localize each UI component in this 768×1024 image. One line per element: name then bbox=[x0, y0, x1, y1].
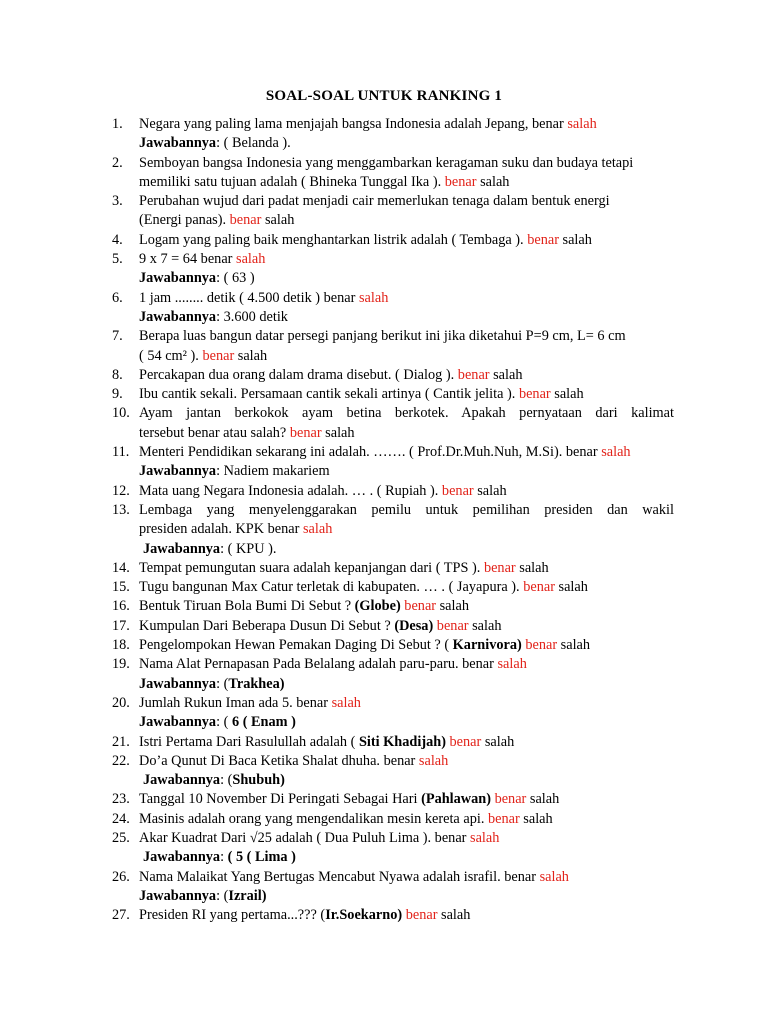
marked-option: benar bbox=[449, 733, 482, 750]
question-text-line: Perubahan wujud dari padat menjadi cair memerlukan tenaga dalam bentuk energi bbox=[139, 193, 610, 210]
question-number-cell bbox=[112, 790, 139, 809]
question-line bbox=[112, 482, 674, 501]
question-number-cell bbox=[112, 211, 139, 230]
question-line bbox=[112, 733, 674, 752]
answer-label: Jawabannya bbox=[139, 463, 217, 480]
question-text bbox=[139, 115, 674, 134]
question-text bbox=[139, 713, 674, 732]
question-number-cell bbox=[112, 443, 139, 462]
question-line bbox=[112, 790, 674, 809]
question-number: 6. bbox=[112, 289, 123, 306]
question-text-part: Jumlah Rukun Iman ada 5. benar bbox=[139, 694, 332, 711]
question-text-part: ( 54 cm² ). bbox=[139, 347, 203, 364]
question-number: 4. bbox=[112, 231, 123, 248]
question-line bbox=[112, 443, 674, 462]
question-text bbox=[139, 211, 674, 230]
question-text-part: Tempat pemungutan suara adalah kepanjangan dari ( TPS ). bbox=[139, 559, 484, 576]
question-text-line: Semboyan bangsa Indonesia yang menggambarkan keragaman suku dan budaya tetapi bbox=[139, 154, 634, 171]
question-text bbox=[139, 289, 674, 308]
answer-label: Jawabannya bbox=[139, 714, 217, 731]
question-text-part: 1 jam ........ detik ( 4.500 detik ) benar bbox=[139, 289, 359, 306]
question-number-cell bbox=[112, 115, 139, 134]
question-text bbox=[139, 694, 674, 713]
question-line bbox=[112, 173, 674, 192]
question-text bbox=[139, 269, 674, 288]
question-list bbox=[112, 115, 674, 925]
document-title: SOAL-SOAL UNTUK RANKING 1 bbox=[265, 88, 503, 104]
question-number: 3. bbox=[112, 193, 123, 210]
question-text-part: tersebut benar atau salah? bbox=[139, 424, 290, 441]
question-number-cell bbox=[112, 250, 139, 269]
question-line bbox=[112, 752, 674, 771]
question-number-cell bbox=[112, 424, 139, 443]
question-number-cell bbox=[112, 462, 139, 481]
answer-text: : 3.600 detik bbox=[216, 308, 288, 325]
question-text bbox=[139, 617, 674, 636]
marked-option: salah bbox=[418, 752, 449, 769]
question-line bbox=[112, 829, 674, 848]
marked-option: benar bbox=[436, 617, 469, 634]
question-text bbox=[139, 887, 674, 906]
question-text bbox=[139, 733, 674, 752]
answer-label: Jawabannya bbox=[139, 887, 217, 904]
question-line bbox=[112, 231, 674, 250]
question-number: 2. bbox=[112, 154, 123, 171]
question-text bbox=[139, 308, 674, 327]
question-line bbox=[112, 347, 674, 366]
question-number: 18. bbox=[112, 637, 130, 654]
question-number-cell bbox=[112, 733, 139, 752]
marked-option: benar bbox=[487, 810, 520, 827]
question-line bbox=[112, 385, 674, 404]
question-number-cell bbox=[112, 694, 139, 713]
answer-line bbox=[112, 134, 674, 153]
question-number: 5. bbox=[112, 251, 123, 268]
question-number: 1. bbox=[112, 116, 123, 132]
marked-option: salah bbox=[331, 694, 361, 711]
question-text-part: salah bbox=[489, 366, 523, 383]
marked-option: salah bbox=[567, 116, 597, 132]
question-number: 24. bbox=[112, 810, 130, 827]
marked-option: salah bbox=[539, 868, 569, 885]
answer-bold: (Globe) bbox=[354, 598, 401, 615]
question-line bbox=[112, 520, 674, 539]
question-number-cell bbox=[112, 597, 139, 616]
marked-option: benar bbox=[405, 907, 438, 924]
question-line bbox=[112, 289, 674, 308]
question-number-cell bbox=[112, 829, 139, 848]
question-line bbox=[112, 636, 674, 655]
answer-bold: Siti Khadijah) bbox=[358, 733, 446, 750]
answer-bold: Shubuh) bbox=[232, 772, 285, 789]
question-text bbox=[139, 520, 674, 539]
question-number-cell bbox=[112, 636, 139, 655]
question-text-part: salah bbox=[557, 637, 591, 654]
question-text bbox=[139, 540, 674, 559]
question-number-cell bbox=[112, 308, 139, 327]
question-number-cell bbox=[112, 366, 139, 385]
marked-option: benar bbox=[229, 212, 262, 229]
answer-bold: 6 ( Enam ) bbox=[228, 714, 296, 731]
marked-option: salah bbox=[470, 829, 500, 846]
question-text bbox=[139, 404, 674, 423]
question-line bbox=[112, 810, 674, 829]
question-number-cell bbox=[112, 617, 139, 636]
question-number: 7. bbox=[112, 328, 123, 345]
question-text-part: salah bbox=[515, 559, 549, 576]
question-number-cell bbox=[112, 887, 139, 906]
question-number: 25. bbox=[112, 829, 130, 846]
question-number: 16. bbox=[112, 598, 130, 615]
question-line bbox=[112, 868, 674, 887]
question-number-cell bbox=[112, 752, 139, 771]
question-text bbox=[139, 366, 674, 385]
answer-label: Jawabannya bbox=[143, 772, 221, 789]
answer-line bbox=[112, 462, 674, 481]
question-text bbox=[139, 385, 674, 404]
question-number-cell bbox=[112, 520, 139, 539]
question-text-line: Berapa luas bangun datar persegi panjang berikut ini jika diketahui P=9 cm, L= 6 cm bbox=[139, 328, 626, 345]
question-text-part: memiliki satu tujuan adalah ( Bhineka Tunggal Ika ). bbox=[139, 173, 445, 190]
question-line bbox=[112, 655, 674, 674]
question-text bbox=[139, 810, 674, 829]
answer-line bbox=[112, 269, 674, 288]
question-text-part: (Energi panas). bbox=[139, 212, 230, 229]
answer-line bbox=[112, 771, 674, 790]
question-number-cell bbox=[112, 134, 139, 153]
question-text bbox=[139, 906, 674, 925]
marked-option: benar bbox=[525, 637, 558, 654]
answer-bold: ( 5 ( Lima ) bbox=[227, 849, 296, 866]
question-number-cell bbox=[112, 810, 139, 829]
question-number: 17. bbox=[112, 617, 130, 634]
question-number-cell bbox=[112, 578, 139, 597]
question-text-part: salah bbox=[436, 598, 469, 615]
answer-line bbox=[112, 713, 674, 732]
answer-label: Jawabannya bbox=[139, 308, 217, 325]
marked-option: benar bbox=[483, 559, 516, 576]
question-number-cell bbox=[112, 289, 139, 308]
question-number: 9. bbox=[112, 386, 123, 403]
question-number-cell bbox=[112, 404, 139, 423]
question-text-part: Negara yang paling lama menjajah bangsa Indonesia adalah Jepang, benar bbox=[139, 116, 568, 132]
question-line bbox=[112, 906, 674, 925]
question-number-cell bbox=[112, 868, 139, 887]
question-line bbox=[112, 404, 674, 423]
answer-bold: (Desa) bbox=[394, 617, 434, 634]
question-text-part: presiden adalah. KPK benar bbox=[139, 521, 303, 538]
answer-text: : ( bbox=[216, 714, 229, 731]
question-line bbox=[112, 366, 674, 385]
question-text bbox=[139, 848, 674, 867]
question-number-cell bbox=[112, 482, 139, 501]
question-number: 23. bbox=[112, 791, 130, 808]
question-line bbox=[112, 327, 674, 346]
question-text bbox=[139, 501, 674, 520]
question-number: 14. bbox=[112, 559, 130, 576]
answer-label: Jawabannya bbox=[143, 849, 221, 866]
question-text bbox=[139, 231, 674, 250]
question-text-part: Presiden RI yang pertama...??? ( bbox=[139, 907, 326, 924]
question-number: 10. bbox=[112, 405, 130, 422]
question-text-part: Bentuk Tiruan Bola Bumi Di Sebut ? bbox=[139, 598, 355, 615]
question-text-part: Menteri Pendidikan sekarang ini adalah. ……. ( Prof.Dr.Muh.Nuh, M.Si). benar bbox=[139, 444, 602, 461]
question-text-part: salah bbox=[321, 424, 355, 441]
marked-option: benar bbox=[523, 579, 555, 596]
marked-option: salah bbox=[497, 656, 527, 673]
question-number: 20. bbox=[112, 694, 130, 711]
question-text-part: Istri Pertama Dari Rasulullah adalah ( bbox=[139, 733, 359, 750]
question-number: 15. bbox=[112, 579, 130, 596]
question-line bbox=[112, 192, 674, 211]
question-text-part: Do’a Qunut Di Baca Ketika Shalat dhuha. benar bbox=[139, 752, 419, 769]
question-text-part: salah bbox=[481, 733, 515, 750]
answer-line bbox=[112, 887, 674, 906]
question-text-part: Percakapan dua orang dalam drama disebut. ( Dialog ). bbox=[139, 366, 458, 383]
answer-bold: Karnivora) bbox=[452, 637, 522, 654]
question-text bbox=[139, 655, 674, 674]
marked-option: salah bbox=[302, 521, 333, 538]
question-text bbox=[139, 578, 674, 597]
answer-text: : ( bbox=[220, 772, 233, 789]
question-text-line: Lembaga yang menyelenggarakan pemilu untuk pemilihan presiden dan wakil bbox=[139, 501, 674, 518]
marked-option: benar bbox=[202, 347, 235, 364]
question-number-cell bbox=[112, 501, 139, 520]
question-text-part: Ibu cantik sekali. Persamaan cantik sekali artinya ( Cantik jelita ). bbox=[139, 386, 519, 403]
question-text bbox=[139, 771, 674, 790]
answer-text: : bbox=[220, 849, 228, 866]
question-number-cell bbox=[112, 713, 139, 732]
question-line bbox=[112, 559, 674, 578]
question-text bbox=[139, 868, 674, 887]
question-number-cell bbox=[112, 347, 139, 366]
question-line bbox=[112, 597, 674, 616]
question-number-cell bbox=[112, 771, 139, 790]
question-line bbox=[112, 154, 674, 173]
question-text-part: salah bbox=[554, 579, 588, 596]
question-text bbox=[139, 327, 674, 346]
question-line bbox=[112, 250, 674, 269]
marked-option: benar bbox=[527, 231, 559, 248]
question-text bbox=[139, 790, 674, 809]
question-text-part: salah bbox=[519, 810, 553, 827]
question-text-part: Tanggal 10 November Di Peringati Sebagai Hari bbox=[139, 791, 422, 808]
question-text bbox=[139, 752, 674, 771]
question-number: 11. bbox=[112, 444, 130, 461]
answer-bold: (Pahlawan) bbox=[421, 791, 491, 808]
marked-option: salah bbox=[358, 289, 389, 306]
question-text bbox=[139, 134, 674, 153]
question-text-part: salah bbox=[261, 212, 295, 229]
question-number-cell bbox=[112, 192, 139, 211]
answer-bold: Trakhea) bbox=[228, 675, 285, 692]
question-text-part: Akar Kuadrat Dari √25 adalah ( Dua Puluh Lima ). benar bbox=[139, 829, 470, 846]
question-text-line: Ayam jantan berkokok ayam betina berkotek. Apakah pernyataan dari kalimat bbox=[139, 405, 674, 422]
marked-option: benar bbox=[494, 791, 527, 808]
question-text bbox=[139, 559, 674, 578]
question-text bbox=[139, 250, 674, 269]
question-text bbox=[139, 173, 674, 192]
question-text-part: salah bbox=[468, 617, 502, 634]
question-text-part: salah bbox=[526, 791, 560, 808]
question-line bbox=[112, 424, 674, 443]
question-text bbox=[139, 443, 674, 462]
answer-text: : ( 63 ) bbox=[216, 270, 255, 287]
question-number-cell bbox=[112, 655, 139, 674]
answer-bold: Izrail) bbox=[228, 887, 267, 904]
question-line bbox=[112, 694, 674, 713]
question-number-cell bbox=[112, 154, 139, 173]
question-number: 8. bbox=[112, 366, 123, 383]
answer-text: : ( KPU ). bbox=[220, 540, 277, 557]
question-line bbox=[112, 501, 674, 520]
question-text-part: Tugu bangunan Max Catur terletak di kabupaten. … . ( Jayapura ). bbox=[139, 579, 524, 596]
marked-option: benar bbox=[289, 424, 322, 441]
answer-label: Jawabannya bbox=[143, 540, 221, 557]
question-text bbox=[139, 424, 674, 443]
answer-label: Jawabannya bbox=[139, 135, 217, 152]
question-text-part: Pengelompokan Hewan Pemakan Daging Di Sebut ? ( bbox=[139, 637, 453, 654]
marked-option: benar bbox=[457, 366, 490, 383]
answer-bold: Ir.Soekarno) bbox=[325, 907, 403, 924]
question-number-cell bbox=[112, 848, 139, 867]
question-number: 19. bbox=[112, 656, 130, 673]
question-text-part: Logam yang paling baik menghantarkan listrik adalah ( Tembaga ). bbox=[139, 231, 528, 248]
question-number-cell bbox=[112, 327, 139, 346]
marked-option: benar bbox=[518, 386, 551, 403]
question-number: 26. bbox=[112, 868, 130, 885]
question-number: 13. bbox=[112, 501, 130, 518]
answer-text: : ( Belanda ). bbox=[216, 135, 291, 152]
question-number-cell bbox=[112, 231, 139, 250]
answer-line bbox=[112, 540, 674, 559]
question-number: 21. bbox=[112, 733, 130, 750]
question-text bbox=[139, 192, 674, 211]
answer-line bbox=[112, 848, 674, 867]
question-line bbox=[112, 211, 674, 230]
answer-text: : ( bbox=[216, 887, 229, 904]
answer-line bbox=[112, 675, 674, 694]
question-text-part: salah bbox=[437, 907, 471, 924]
question-number-cell bbox=[112, 675, 139, 694]
marked-option: benar bbox=[404, 598, 437, 615]
question-text bbox=[139, 154, 674, 173]
answer-text: : ( bbox=[216, 675, 229, 692]
question-text bbox=[139, 829, 674, 848]
question-number-cell bbox=[112, 559, 139, 578]
question-text-part: salah bbox=[476, 173, 510, 190]
question-number-cell bbox=[112, 906, 139, 925]
question-text bbox=[139, 482, 674, 501]
question-text bbox=[139, 462, 674, 481]
question-text bbox=[139, 636, 674, 655]
answer-text: : Nadiem makariem bbox=[216, 463, 330, 480]
question-text-part: Nama Alat Pernapasan Pada Belalang adalah paru-paru. benar bbox=[139, 656, 498, 673]
question-number-cell bbox=[112, 173, 139, 192]
question-number: 12. bbox=[112, 482, 130, 499]
question-text bbox=[139, 347, 674, 366]
marked-option: benar bbox=[444, 173, 477, 190]
marked-option: salah bbox=[601, 444, 631, 461]
answer-line bbox=[112, 308, 674, 327]
question-number-cell bbox=[112, 385, 139, 404]
marked-option: salah bbox=[236, 251, 266, 268]
question-number-cell bbox=[112, 269, 139, 288]
question-number: 27. bbox=[112, 907, 130, 924]
answer-label: Jawabannya bbox=[139, 675, 217, 692]
question-line bbox=[112, 617, 674, 636]
question-text-part: Kumpulan Dari Beberapa Dusun Di Sebut ? bbox=[139, 617, 395, 634]
question-text-part: salah bbox=[550, 386, 584, 403]
question-line bbox=[112, 115, 674, 134]
question-text bbox=[139, 597, 674, 616]
question-text-part: Masinis adalah orang yang mengendalikan mesin kereta api. bbox=[139, 810, 488, 827]
question-text-part: 9 x 7 = 64 benar bbox=[139, 251, 236, 268]
question-text-part: salah bbox=[473, 482, 507, 499]
question-line bbox=[112, 578, 674, 597]
answer-label: Jawabannya bbox=[139, 270, 217, 287]
question-text-part: salah bbox=[234, 347, 268, 364]
marked-option: benar bbox=[441, 482, 474, 499]
question-number-cell bbox=[112, 540, 139, 559]
question-text bbox=[139, 675, 674, 694]
question-number: 22. bbox=[112, 752, 130, 769]
question-text-part: salah bbox=[558, 231, 592, 248]
question-text-part: Nama Malaikat Yang Bertugas Mencabut Nyawa adalah israfil. benar bbox=[139, 868, 540, 885]
question-text-part: Mata uang Negara Indonesia adalah. … . ( Rupiah ). bbox=[139, 482, 442, 499]
